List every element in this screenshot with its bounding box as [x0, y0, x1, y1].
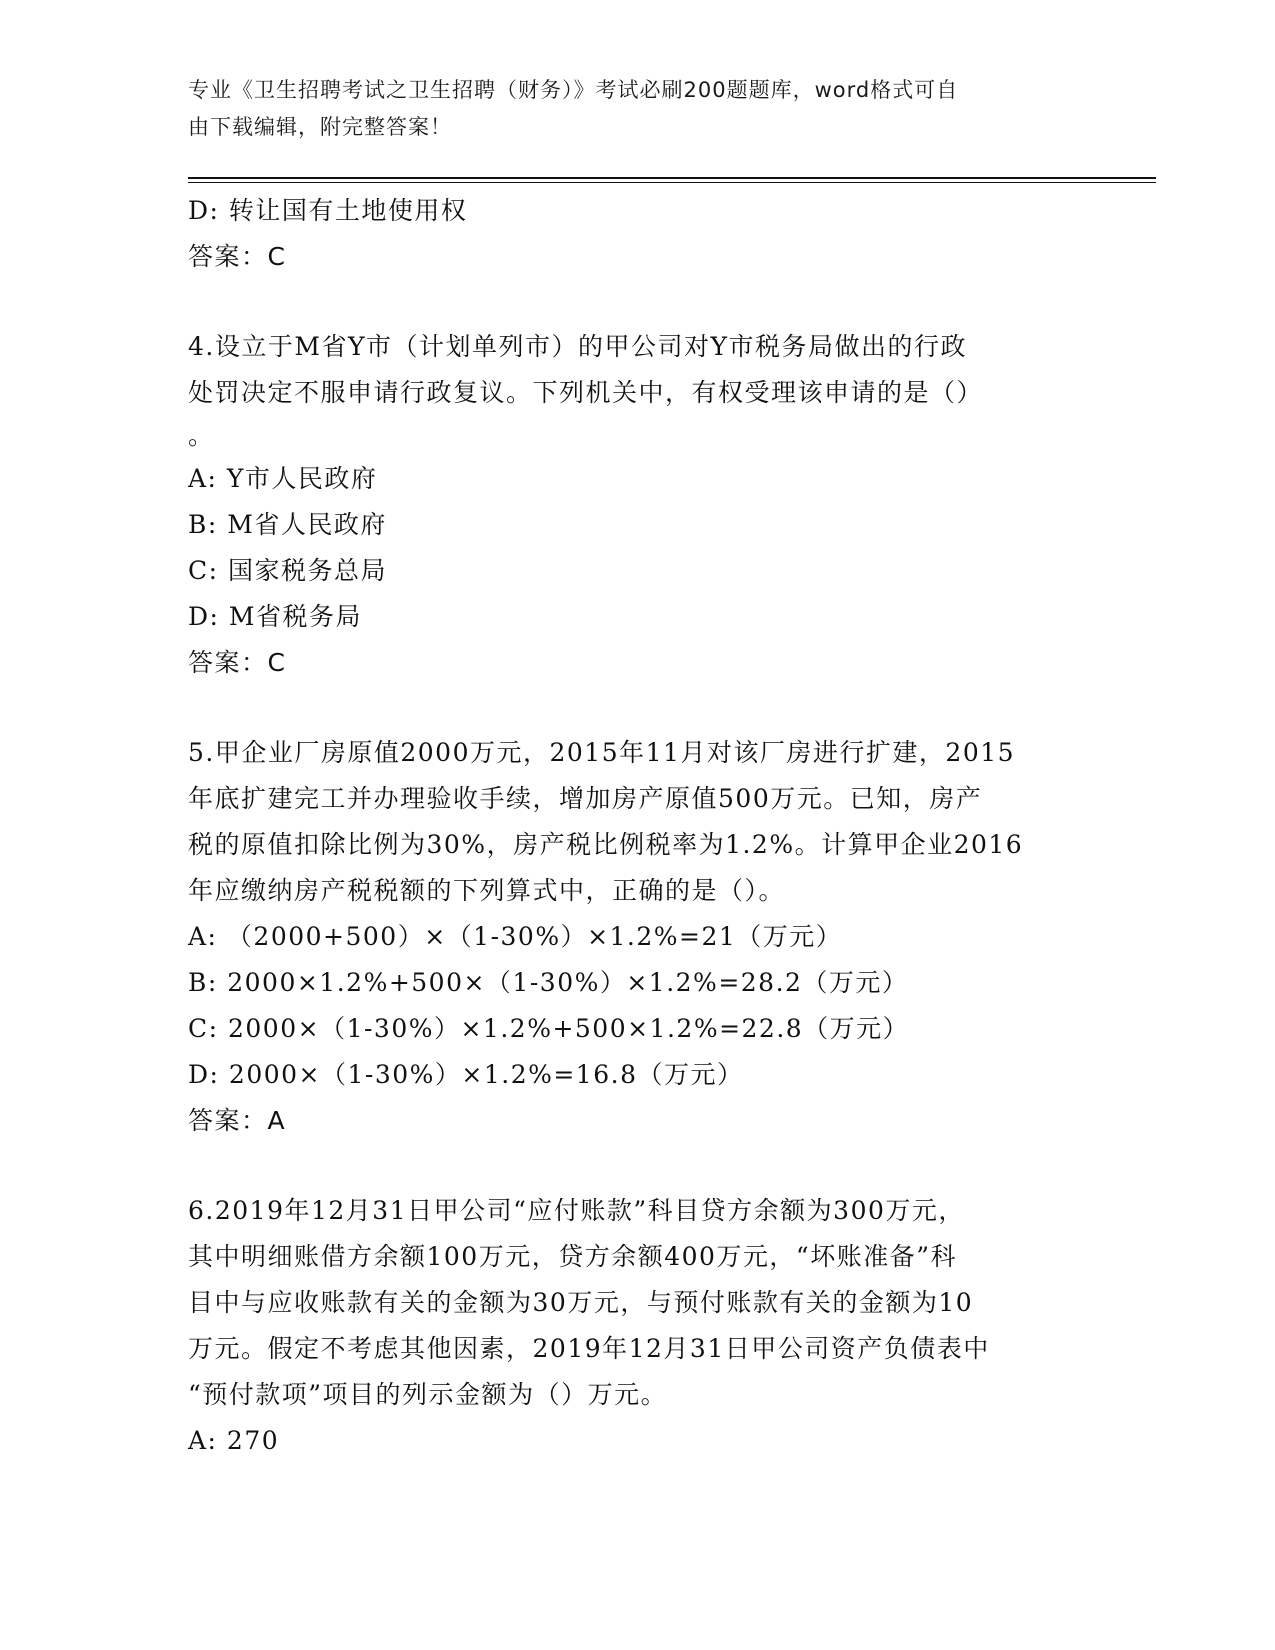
question-text-line: 目中与应收账款有关的金额为30万元，与预付账款有关的金额为10 — [188, 1288, 974, 1317]
answer-line: 答案：C — [188, 648, 287, 677]
question-text-line: 税的原值扣除比例为30%，房产税比例税率为1.2%。计算甲企业2016 — [188, 830, 1024, 859]
header-line-2: 由下载编辑，附完整答案！ — [188, 115, 452, 139]
question-text-line: 其中明细账借方余额100万元，贷方余额400万元，“坏账准备”科 — [188, 1242, 957, 1271]
question-text-line: 4.设立于M省Y市（计划单列市）的甲公司对Y市税务局做出的行政 — [188, 332, 967, 361]
document-header — [188, 72, 1068, 146]
document-body — [188, 188, 1068, 1464]
header-divider-thin — [188, 182, 1156, 183]
header-line-1: 专业《卫生招聘考试之卫生招聘（财务）》考试必刷200题题库，word格式可自 — [188, 78, 959, 102]
question-6 — [188, 1188, 1068, 1464]
option-c: C: 国家税务总局 — [188, 556, 387, 585]
question-text-line: 年底扩建完工并办理验收手续，增加房产原值500万元。已知，房产 — [188, 784, 983, 813]
option-a: A: 270 — [188, 1426, 280, 1455]
option-b: B: 2000×1.2%+500×（1-30%）×1.2%=28.2（万元） — [188, 968, 909, 997]
spacer — [188, 280, 1068, 324]
question-text-line: 。 — [188, 421, 215, 450]
question-text-line: 万元。假定不考虑其他因素，2019年12月31日甲公司资产负债表中 — [188, 1334, 990, 1363]
option-b: B: M省人民政府 — [188, 510, 387, 539]
question-text-line: 年应缴纳房产税税额的下列算式中，正确的是（）。 — [188, 876, 786, 905]
answer-line: 答案：A — [188, 1106, 287, 1135]
option-a: A: Y市人民政府 — [188, 464, 378, 493]
spacer — [188, 1144, 1068, 1188]
option-c: C: 2000×（1-30%）×1.2%+500×1.2%=22.8（万元） — [188, 1014, 910, 1043]
question-4 — [188, 324, 1068, 686]
question-5 — [188, 730, 1068, 1144]
question-text-line: “预付款项”项目的列示金额为（）万元。 — [188, 1380, 668, 1409]
question-text-line: 处罚决定不服申请行政复议。下列机关中，有权受理该申请的是（） — [188, 378, 984, 407]
option-d: D: 转让国有土地使用权 — [188, 196, 468, 225]
option-a: A: （2000+500）×（1-30%）×1.2%=21（万元） — [188, 922, 843, 951]
option-d: D: M省税务局 — [188, 602, 363, 631]
header-divider-thick — [188, 177, 1156, 179]
question-3-tail — [188, 188, 1068, 280]
question-text-line: 6.2019年12月31日甲公司“应付账款”科目贷方余额为300万元， — [188, 1196, 965, 1225]
spacer — [188, 686, 1068, 730]
answer-line: 答案：C — [188, 242, 287, 271]
option-d: D: 2000×（1-30%）×1.2%=16.8（万元） — [188, 1060, 744, 1089]
question-text-line: 5.甲企业厂房原值2000万元，2015年11月对该厂房进行扩建，2015 — [188, 738, 1016, 767]
